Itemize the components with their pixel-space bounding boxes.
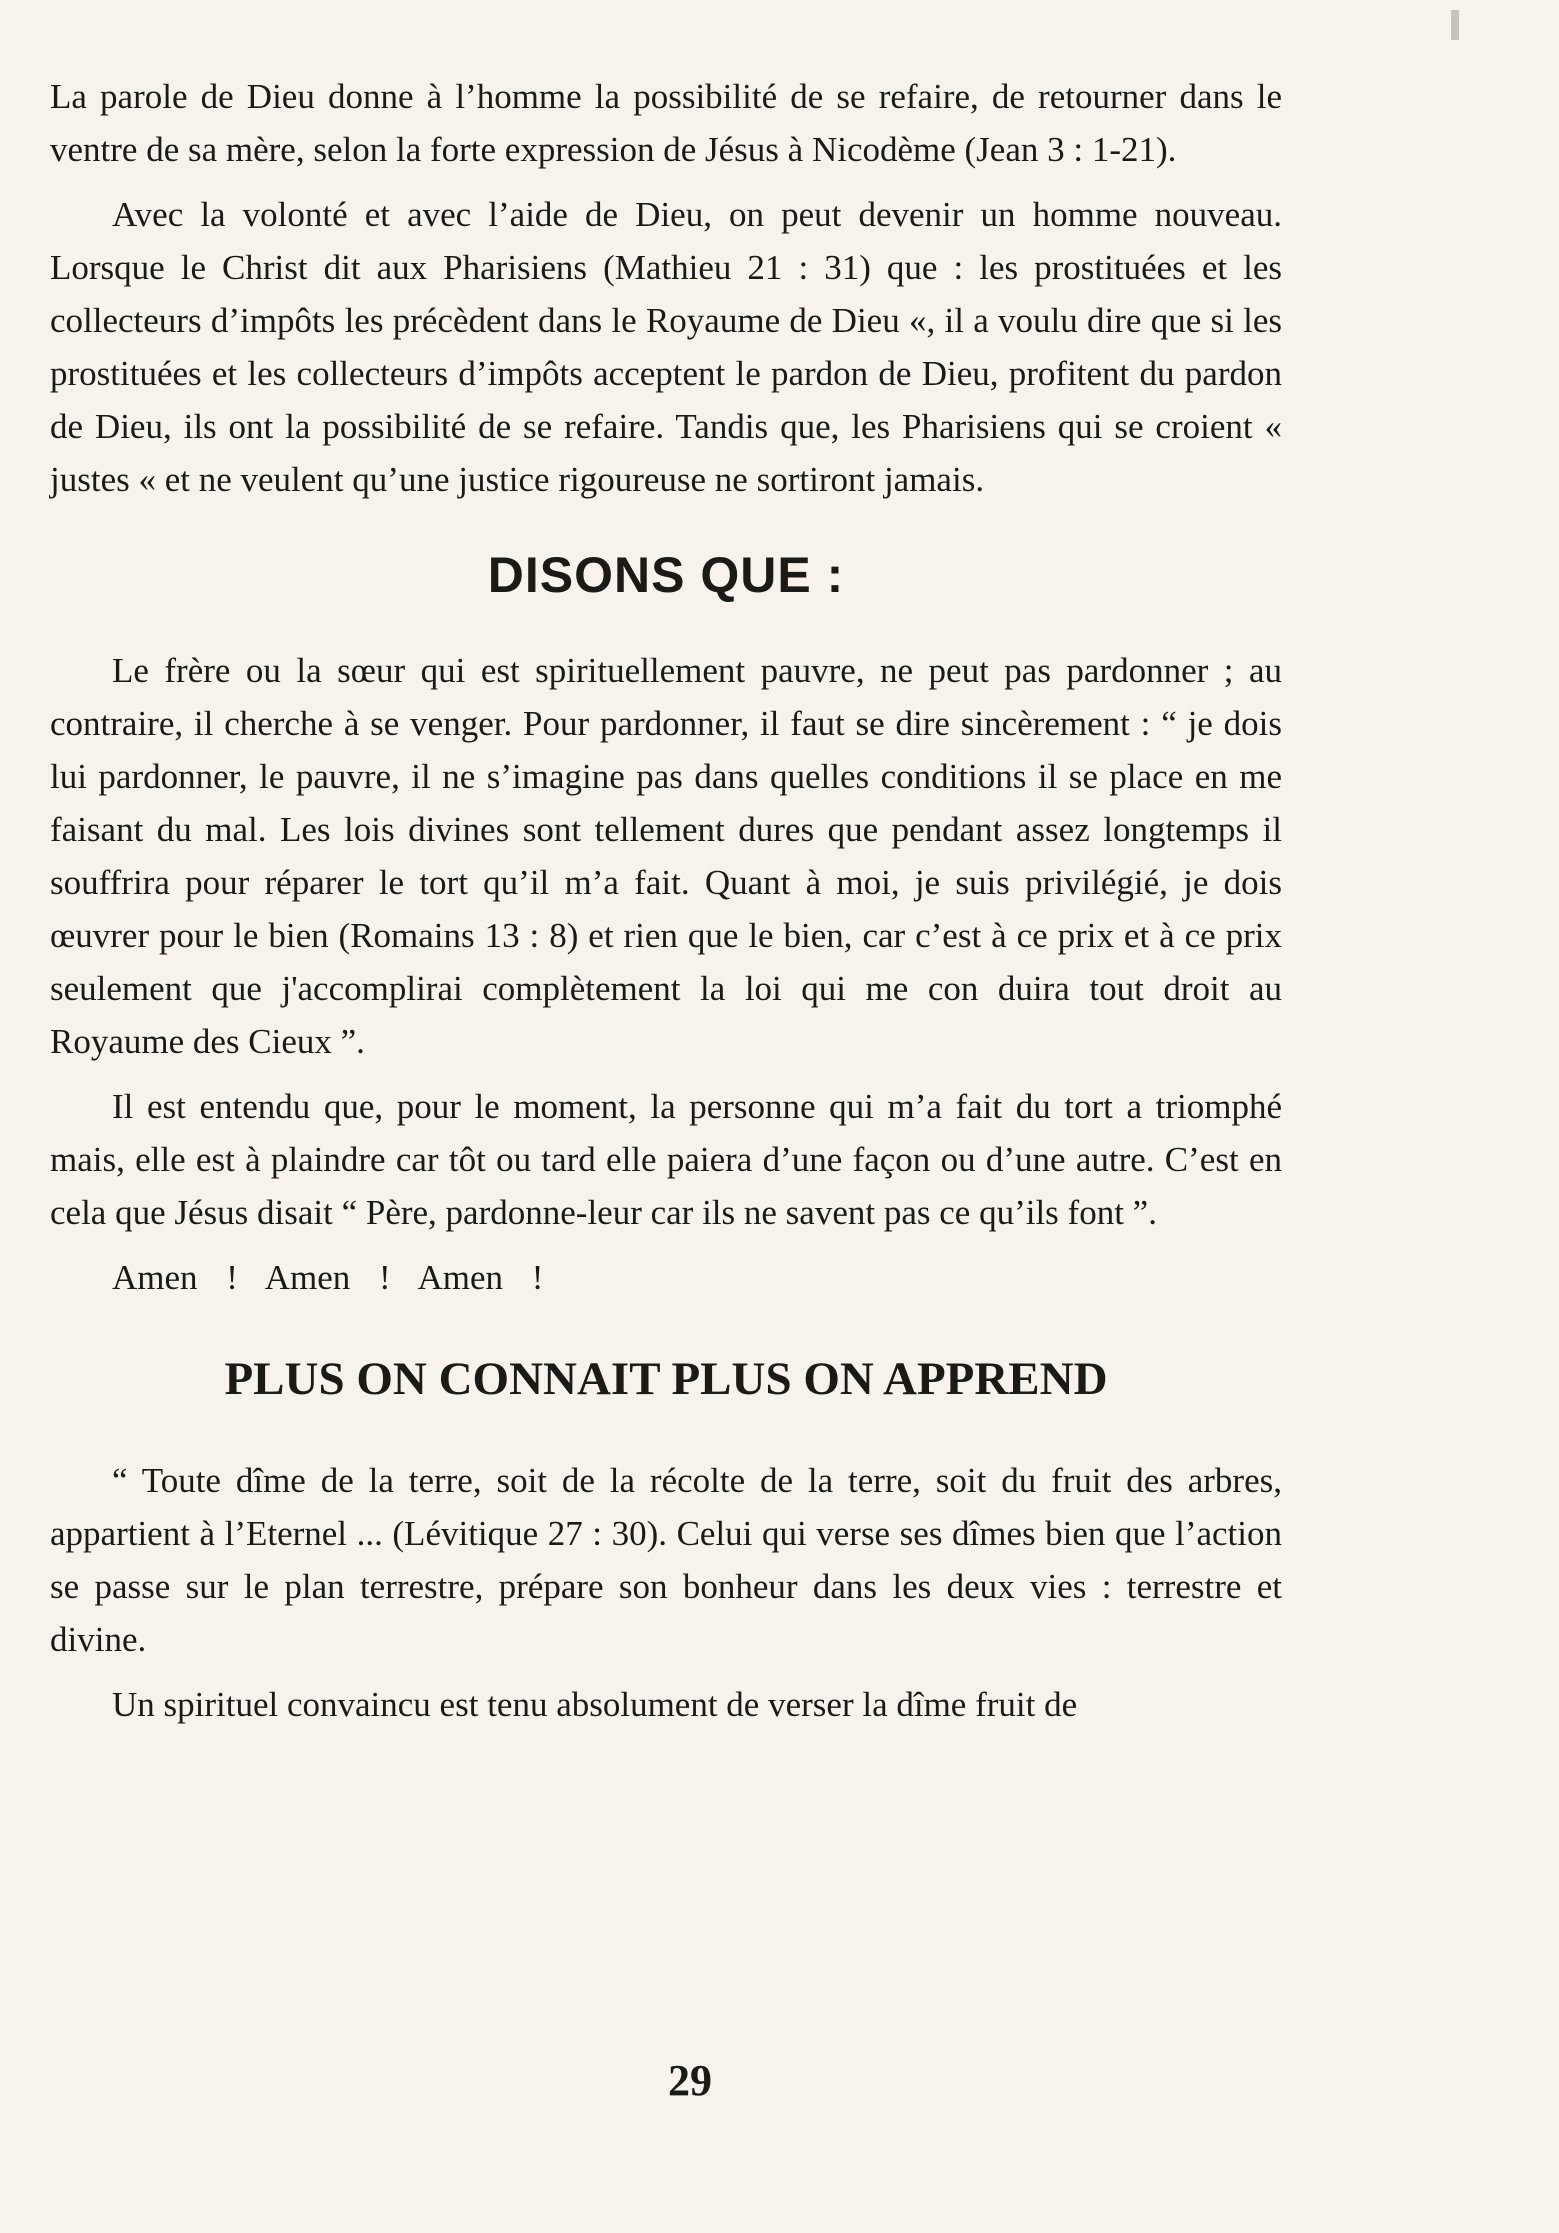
paragraph-6: Un spirituel convaincu est tenu absolument de verser la dîme fruit de: [112, 1685, 1078, 1724]
section-heading-disons-que: DISONS QUE :: [487, 547, 845, 603]
paragraph-1: La parole de Dieu donne à l’homme la possibilité de se refaire, de retourner dans le ventre de sa mère, selon la forte expression de Jésus à Nicodème (Jean 3 : 1-21).: [50, 77, 1282, 169]
paragraph-5: “ Toute dîme de la terre, soit de la récolte de la terre, soit du fruit des arbres, appartient à l’Eternel ... (Lévitique 27 : 30). Celui qui verse ses dîmes bien que l’action se passe sur le plan terrestre, prépare son bonheur dans les deux vies : terrestre et divine.: [50, 1461, 1282, 1659]
document-page: [50, 70, 1282, 1743]
paragraph-2: Avec la volonté et avec l’aide de Dieu, on peut devenir un homme nouveau. Lorsque le Christ dit aux Pharisiens (Mathieu 21 : 31) que : les prostituées et les collecteurs d’impôts les précèdent dans le Royaume de Dieu «, il a voulu dire que si les prostituées et les collecteurs d’impôts acceptent le pardon de Dieu, profitent du pardon de Dieu, ils ont la possibilité de se refaire. Tandis que, les Pharisiens qui se croient « justes « et ne veulent qu’une justice rigoureuse ne sortiront jamais.: [50, 195, 1282, 499]
paragraph-3: Le frère ou la sœur qui est spirituellement pauvre, ne peut pas pardonner ; au contraire, il cherche à se venger. Pour pardonner, il faut se dire sincèrement : “ je dois lui pardonner, le pauvre, il ne s’imagine pas dans quelles conditions il se place en me faisant du mal. Les lois divines sont tellement dures que pendant assez longtemps il souffrira pour réparer le tort qu’il m’a fait. Quant à moi, je suis privilégié, je dois œuvrer pour le bien (Romains 13 : 8) et rien que le bien, car c’est à ce prix et à ce prix seulement que j'accomplirai complètement la loi qui me con duira tout droit au Royaume des Cieux ”.: [50, 651, 1282, 1061]
amen-line: Amen ! Amen ! Amen !: [112, 1258, 544, 1297]
scan-corner-mark: [1451, 10, 1459, 40]
page-number: 29: [668, 2056, 712, 2105]
paragraph-4: Il est entendu que, pour le moment, la personne qui m’a fait du tort a triomphé mais, elle est à plaindre car tôt ou tard elle paiera d’une façon ou d’une autre. C’est en cela que Jésus disait “ Père, pardonne-leur car ils ne savent pas ce qu’ils font ”.: [50, 1087, 1282, 1232]
section-heading-plus-on-connait: PLUS ON CONNAIT PLUS ON APPREND: [224, 1353, 1108, 1405]
